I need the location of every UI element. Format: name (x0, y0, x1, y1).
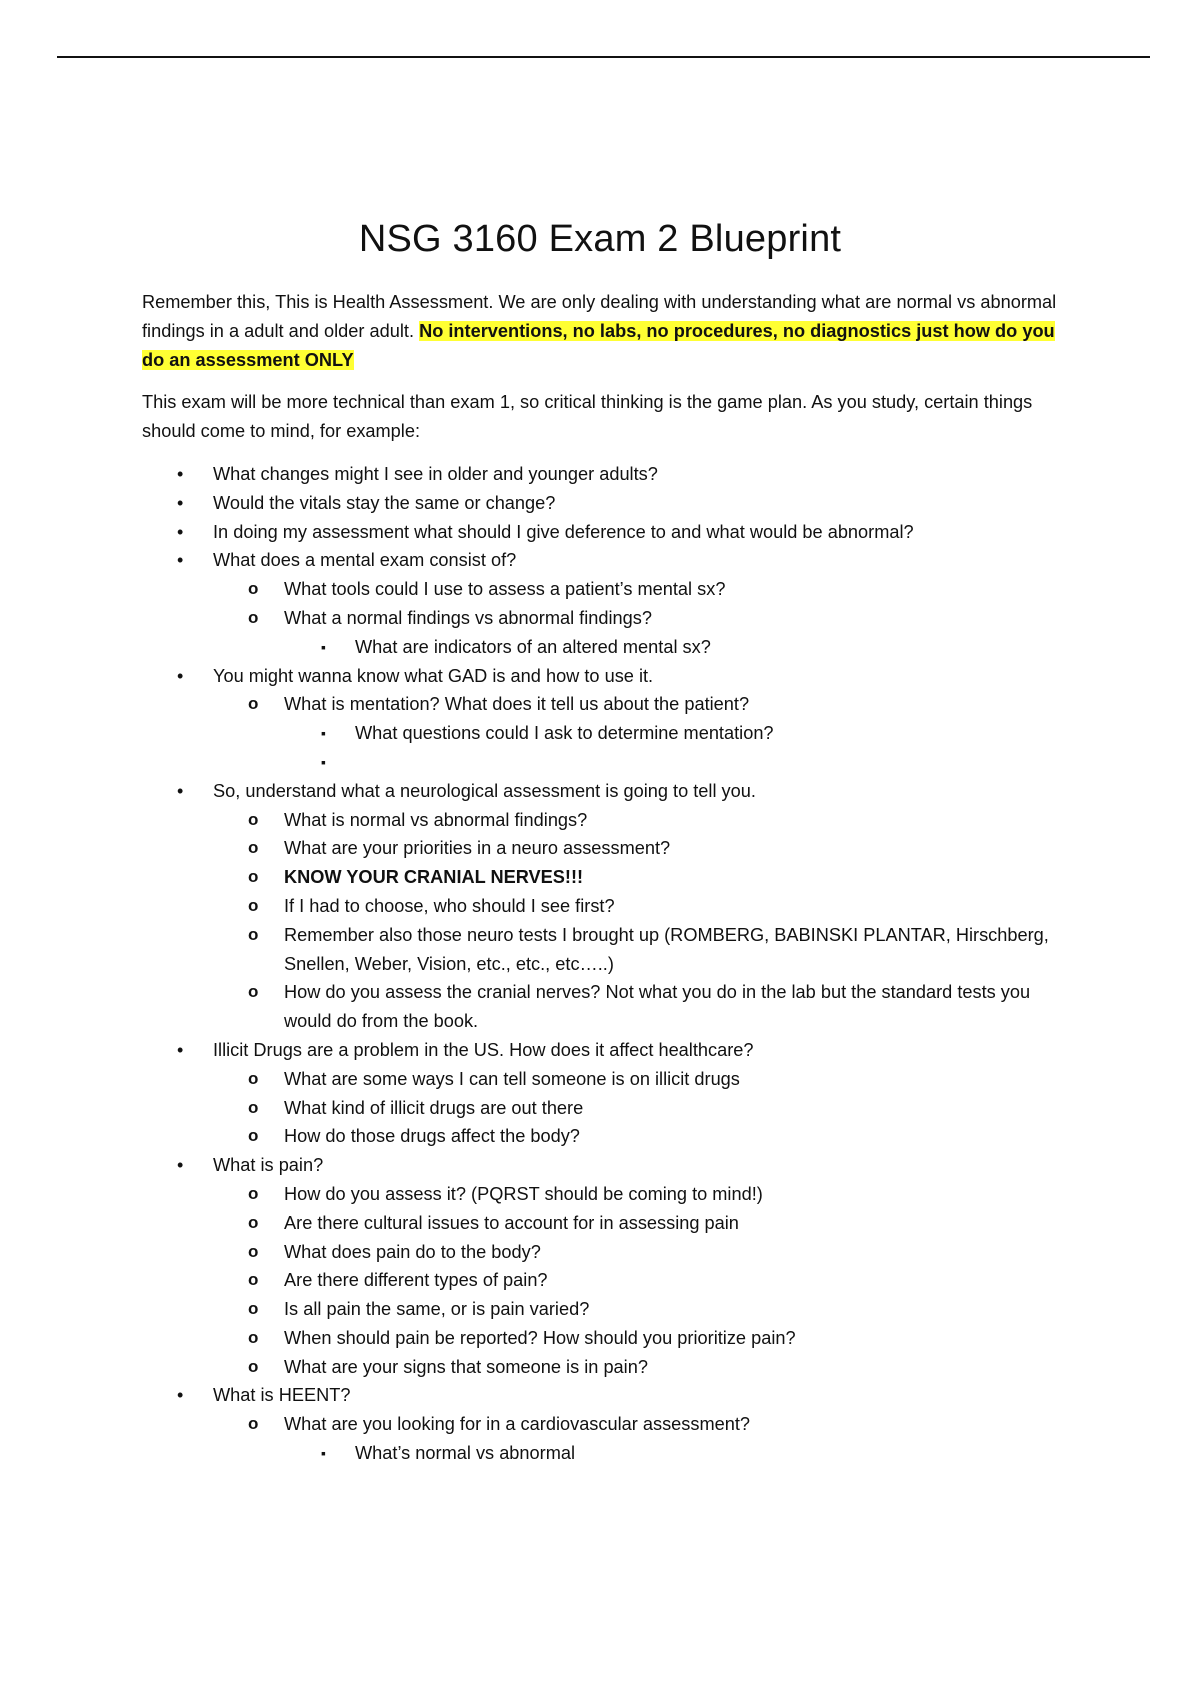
outline-item-text: What changes might I see in older and younger adults? (213, 463, 658, 484)
outline-item-level-2 (142, 1122, 1077, 1151)
outline-item-level-2 (142, 1324, 1077, 1353)
outline-item-text: In doing my assessment what should I give deference to and what would be abnormal? (213, 521, 914, 542)
bullet-marker: • (177, 1155, 184, 1176)
bullet-marker: • (177, 550, 184, 571)
outline-item-text: Remember also those neuro tests I brought up (ROMBERG, BABINSKI PLANTAR, Hirschberg, Snellen, Weber, Vision, etc., etc., etc…..) (284, 924, 1049, 974)
outline-item-text (355, 752, 360, 772)
bullet-marker: • (177, 463, 184, 484)
bullet-marker: • (177, 492, 184, 513)
outline-item-text: What kind of illicit drugs are out there (284, 1097, 584, 1118)
outline-item-text: How do those drugs affect the body? (284, 1126, 580, 1147)
outline-item-text: What are your priorities in a neuro assessment? (284, 838, 671, 859)
intro-paragraph (142, 288, 1077, 374)
bullet-marker: o (248, 1270, 259, 1290)
study-outline-list (142, 460, 1077, 1468)
outline-item-text: What does pain do to the body? (284, 1241, 541, 1262)
outline-item-level-3 (142, 1439, 1077, 1468)
outline-item-level-1 (142, 489, 1077, 518)
outline-item-level-2 (142, 921, 1077, 979)
outline-item-level-2 (142, 863, 1077, 892)
outline-item-text: What are you looking for in a cardiovascular assessment? (284, 1414, 751, 1435)
outline-item-level-2 (142, 1238, 1077, 1267)
outline-item-level-1 (142, 1036, 1077, 1065)
page-title: NSG 3160 Exam 2 Blueprint (358, 218, 842, 260)
outline-item-level-2 (142, 1094, 1077, 1123)
outline-item-text: What a normal findings vs abnormal findings? (284, 607, 652, 628)
study-paragraph: This exam will be more technical than exam 1, so critical thinking is the game plan. As you study, certain things should come to mind, for example: (142, 392, 1033, 442)
bullet-marker: o (248, 694, 259, 714)
bullet-marker: o (248, 1327, 259, 1347)
outline-item-level-3 (142, 748, 1077, 777)
bullet-marker: o (248, 867, 259, 887)
outline-item-text: How do you assess it? (PQRST should be coming to mind!) (284, 1183, 763, 1204)
outline-item-level-2 (142, 978, 1077, 1036)
outline-item-level-1 (142, 777, 1077, 806)
outline-item-level-1 (142, 1381, 1077, 1410)
outline-item-text: How do you assess the cranial nerves? Not what you do in the lab but the standard tests you would do from the book. (284, 982, 1031, 1032)
outline-item-text: What is mentation? What does it tell us about the patient? (284, 694, 750, 715)
outline-item-text: What is pain? (213, 1155, 324, 1176)
outline-item-level-2 (142, 575, 1077, 604)
outline-item-level-1 (142, 1151, 1077, 1180)
outline-item-text: You might wanna know what GAD is and how to use it. (213, 665, 654, 686)
outline-item-text: What’s normal vs abnormal (355, 1443, 576, 1464)
bullet-marker: • (177, 1039, 184, 1060)
outline-item-level-1 (142, 518, 1077, 547)
outline-item-text: When should pain be reported? How should you prioritize pain? (284, 1327, 796, 1348)
outline-item-level-2 (142, 1353, 1077, 1382)
bullet-marker: ▪ (321, 753, 326, 770)
document-body (142, 288, 1077, 1468)
outline-item-text: What does a mental exam consist of? (213, 550, 517, 571)
bullet-marker: o (248, 1299, 259, 1319)
outline-item-level-2 (142, 1266, 1077, 1295)
outline-item-level-2 (142, 1295, 1077, 1324)
outline-item-level-2 (142, 1180, 1077, 1209)
bullet-marker: ▪ (321, 638, 326, 655)
bullet-marker: o (248, 982, 259, 1002)
bullet-marker: • (177, 780, 184, 801)
outline-item-text: If I had to choose, who should I see first? (284, 895, 615, 916)
bullet-marker: • (177, 665, 184, 686)
outline-item-level-2 (142, 892, 1077, 921)
outline-item-level-1 (142, 460, 1077, 489)
bullet-marker: o (248, 838, 259, 858)
outline-item-level-2 (142, 1209, 1077, 1238)
outline-item-text: What are indicators of an altered mental sx? (355, 636, 711, 657)
top-horizontal-rule (57, 56, 1150, 58)
outline-item-level-2 (142, 1065, 1077, 1094)
bullet-marker: • (177, 1385, 184, 1406)
bullet-marker: o (248, 1212, 259, 1232)
outline-item-text: Are there cultural issues to account for in assessing pain (284, 1212, 739, 1233)
bullet-marker: o (248, 1097, 259, 1117)
outline-item-text: What tools could I use to assess a patient’s mental sx? (284, 579, 726, 600)
outline-item-level-1 (142, 546, 1077, 575)
outline-item-text: What are some ways I can tell someone is on illicit drugs (284, 1068, 740, 1089)
outline-item-level-2 (142, 1410, 1077, 1439)
outline-item-level-2 (142, 604, 1077, 633)
outline-item-text: What is normal vs abnormal findings? (284, 809, 588, 830)
bullet-marker: • (177, 521, 184, 542)
outline-item-text: What questions could I ask to determine mentation? (355, 723, 774, 744)
bullet-marker: o (248, 1068, 259, 1088)
bullet-marker: ▪ (321, 725, 326, 742)
outline-item-level-2 (142, 690, 1077, 719)
bullet-marker: o (248, 1183, 259, 1203)
bullet-marker: o (248, 1241, 259, 1261)
outline-item-level-1 (142, 662, 1077, 691)
outline-item-text: What is HEENT? (213, 1385, 351, 1406)
outline-item-level-3 (142, 633, 1077, 662)
bullet-marker: o (248, 607, 259, 627)
bullet-marker: o (248, 579, 259, 599)
outline-item-text: KNOW YOUR CRANIAL NERVES!!! (284, 867, 584, 888)
outline-item-text: What are your signs that someone is in pain? (284, 1356, 648, 1377)
bullet-marker: o (248, 1126, 259, 1146)
outline-item-text: Are there different types of pain? (284, 1270, 548, 1291)
outline-item-text: Would the vitals stay the same or change? (213, 492, 556, 513)
bullet-marker: o (248, 809, 259, 829)
outline-item-text: Illicit Drugs are a problem in the US. How does it affect healthcare? (213, 1039, 754, 1060)
bullet-marker: o (248, 895, 259, 915)
intro-highlight: No interventions, no labs, no procedures, no diagnostics just how do you do an assessment ONLY (142, 320, 1055, 370)
intro-text: Remember this, This is Health Assessment. We are only dealing with understanding what are normal vs abnormal findings in a adult and older adult. (142, 292, 1057, 341)
outline-item-text: So, understand what a neurological assessment is going to tell you. (213, 780, 756, 801)
outline-item-text: Is all pain the same, or is pain varied? (284, 1299, 590, 1320)
bullet-marker: o (248, 924, 259, 944)
outline-item-level-2 (142, 806, 1077, 835)
outline-item-level-3 (142, 719, 1077, 748)
bullet-marker: o (248, 1414, 259, 1434)
bullet-marker: ▪ (321, 1445, 326, 1462)
bullet-marker: o (248, 1356, 259, 1376)
outline-item-level-2 (142, 834, 1077, 863)
